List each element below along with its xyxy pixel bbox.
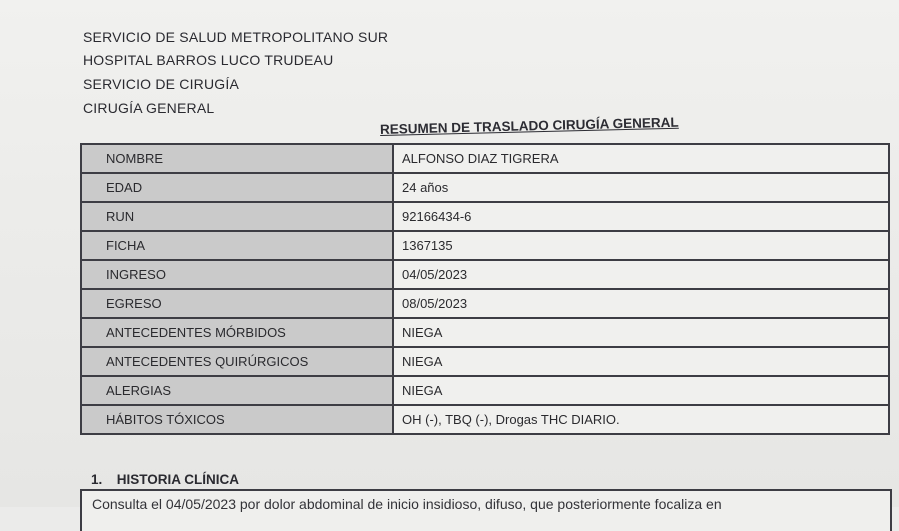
document-title: RESUMEN DE TRASLADO CIRUGÍA GENERAL: [379, 114, 679, 137]
table-row: [81, 202, 889, 231]
row-value: 1367135: [393, 231, 889, 260]
section-number: 1.: [91, 472, 103, 487]
row-label: NOMBRE: [81, 144, 393, 173]
table-row: [81, 289, 889, 318]
table-row: [81, 231, 889, 260]
row-label: EGRESO: [81, 289, 393, 318]
row-value: NIEGA: [393, 318, 889, 347]
row-value: NIEGA: [393, 347, 889, 376]
row-label: INGRESO: [81, 260, 393, 289]
row-value: ALFONSO DIAZ TIGRERA: [393, 144, 889, 173]
row-label: ANTECEDENTES MÓRBIDOS: [81, 318, 393, 347]
header-line-1: SERVICIO DE SALUD METROPOLITANO SUR: [83, 29, 389, 45]
row-value: 08/05/2023: [393, 289, 889, 318]
clinical-history-text: Consulta el 04/05/2023 por dolor abdominal de inicio insidioso, difuso, que posteriormente focaliza en: [92, 496, 722, 512]
row-label: HÁBITOS TÓXICOS: [81, 405, 393, 434]
row-value: 92166434-6: [393, 202, 889, 231]
table-row: [81, 173, 889, 202]
table-row: [81, 318, 889, 347]
table-row: [81, 376, 889, 405]
section-heading: [91, 472, 239, 487]
row-value: NIEGA: [393, 376, 889, 405]
table-row: [81, 405, 889, 434]
patient-summary-table: [80, 143, 890, 435]
header-line-3: SERVICIO DE CIRUGÍA: [83, 76, 240, 92]
row-value: OH (-), TBQ (-), Drogas THC DIARIO.: [393, 405, 889, 434]
row-value: 24 años: [393, 173, 889, 202]
table-row: [81, 347, 889, 376]
row-label: ALERGIAS: [81, 376, 393, 405]
row-label: EDAD: [81, 173, 393, 202]
table-row: [81, 144, 889, 173]
row-value: 04/05/2023: [393, 260, 889, 289]
clinical-history-box: [80, 489, 892, 531]
header-line-2: HOSPITAL BARROS LUCO TRUDEAU: [83, 52, 334, 68]
header-line-4: CIRUGÍA GENERAL: [83, 100, 215, 116]
row-label: ANTECEDENTES QUIRÚRGICOS: [81, 347, 393, 376]
row-label: FICHA: [81, 231, 393, 260]
row-label: RUN: [81, 202, 393, 231]
section-title: HISTORIA CLÍNICA: [116, 472, 240, 487]
table-row: [81, 260, 889, 289]
